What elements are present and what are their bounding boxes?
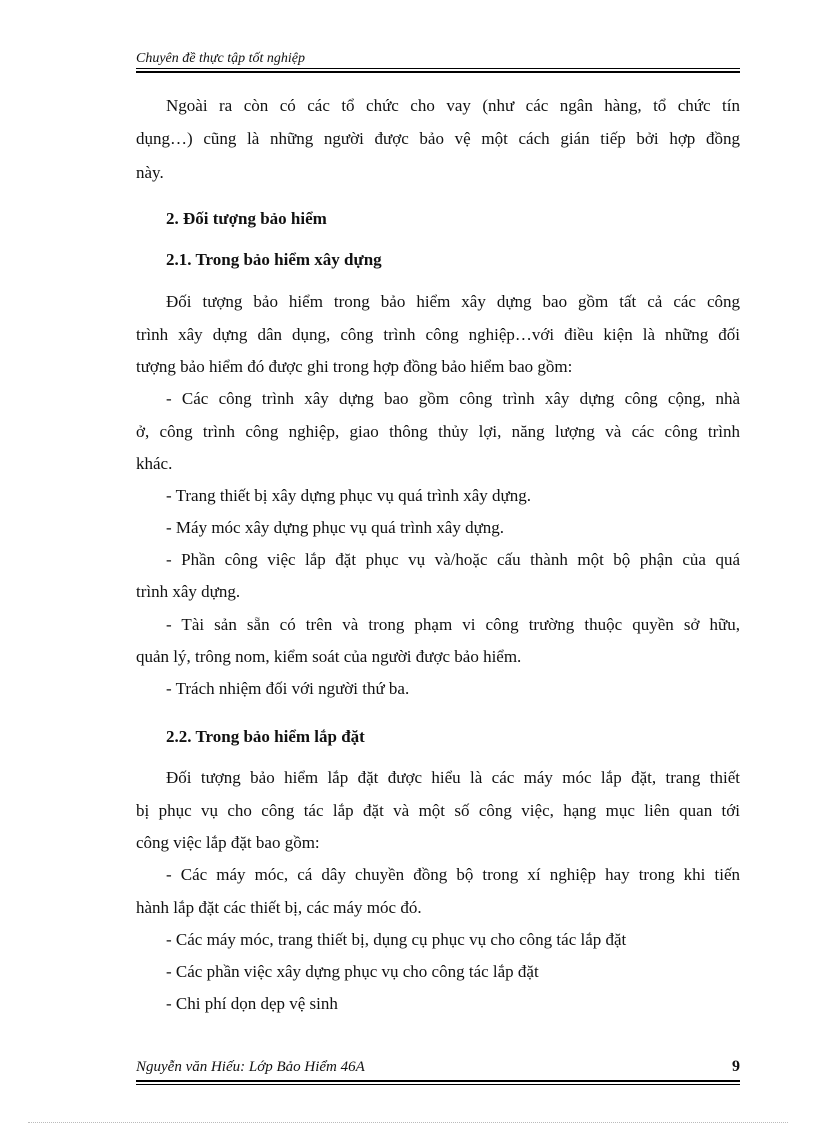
bullet-line: - Chi phí dọn dẹp vệ sinh bbox=[166, 994, 338, 1013]
footer-rule-thick bbox=[136, 1080, 740, 1082]
paragraph-line: Ngoài ra còn có các tổ chức cho vay (như các ngân hàng, tổ chức tín bbox=[166, 96, 740, 115]
running-header-title: Chuyên đề thực tập tốt nghiệp bbox=[136, 51, 305, 66]
header-rule-thick bbox=[136, 71, 740, 73]
paragraph-line: dụng…) cũng là những người được bảo vệ một cách gián tiếp bởi hợp đồng bbox=[136, 129, 740, 148]
footer-author: Nguyễn văn Hiếu: Lớp Bảo Hiểm 46A bbox=[136, 1059, 365, 1075]
bullet-line: ở, công trình công nghiệp, giao thông thủy lợi, năng lượng và các công trình bbox=[136, 422, 740, 441]
subsection-heading: 2.1. Trong bảo hiểm xây dựng bbox=[166, 250, 382, 269]
bullet-line: - Các phần việc xây dựng phục vụ cho công tác lắp đặt bbox=[166, 962, 539, 981]
bullet-line: - Phần công việc lắp đặt phục vụ và/hoặc cấu thành một bộ phận của quá bbox=[166, 550, 740, 569]
paragraph-line: trình xây dựng dân dụng, công trình công nghiệp…với điều kiện là những đối bbox=[136, 325, 740, 344]
bullet-line: - Máy móc xây dựng phục vụ quá trình xây dựng. bbox=[166, 518, 505, 537]
bullet-line: - Các công trình xây dựng bao gồm công trình xây dựng công cộng, nhà bbox=[166, 389, 740, 408]
section-heading: 2. Đối tượng bảo hiểm bbox=[166, 209, 327, 228]
paragraph-line: Đối tượng bảo hiểm trong bảo hiểm xây dựng bao gồm tất cả các công bbox=[166, 292, 740, 311]
paragraph-line: tượng bảo hiểm đó được ghi trong hợp đồng bảo hiểm bao gồm: bbox=[136, 357, 573, 376]
paragraph-line: công việc lắp đặt bao gồm: bbox=[136, 833, 320, 852]
bullet-line: - Trang thiết bị xây dựng phục vụ quá trình xây dựng. bbox=[166, 486, 532, 505]
bullet-line: trình xây dựng. bbox=[136, 582, 241, 601]
bullet-line: - Tài sản sẵn có trên và trong phạm vi công trường thuộc quyền sở hữu, bbox=[166, 615, 740, 634]
bullet-line: hành lắp đặt các thiết bị, các máy móc đó. bbox=[136, 898, 422, 917]
bullet-line: quản lý, trông nom, kiểm soát của người được bảo hiểm. bbox=[136, 647, 522, 666]
paragraph-line: này. bbox=[136, 163, 164, 182]
paragraph-line: bị phục vụ cho công tác lắp đặt và một số công việc, hạng mục liên quan tới bbox=[136, 801, 740, 820]
bullet-line: - Các máy móc, cá dây chuyền đồng bộ trong xí nghiệp hay trong khi tiến bbox=[166, 865, 740, 884]
bullet-line: - Các máy móc, trang thiết bị, dụng cụ phục vụ cho công tác lắp đặt bbox=[166, 930, 627, 949]
paragraph-line: Đối tượng bảo hiểm lắp đặt được hiểu là các máy móc lắp đặt, trang thiết bbox=[166, 768, 740, 787]
page-number: 9 bbox=[732, 1058, 740, 1075]
header-rule-thin bbox=[136, 68, 740, 69]
footer-rule-thin bbox=[136, 1084, 740, 1085]
subsection-heading: 2.2. Trong bảo hiểm lắp đặt bbox=[166, 727, 365, 746]
bullet-line: - Trách nhiệm đối với người thứ ba. bbox=[166, 679, 410, 698]
bullet-line: khác. bbox=[136, 454, 173, 473]
